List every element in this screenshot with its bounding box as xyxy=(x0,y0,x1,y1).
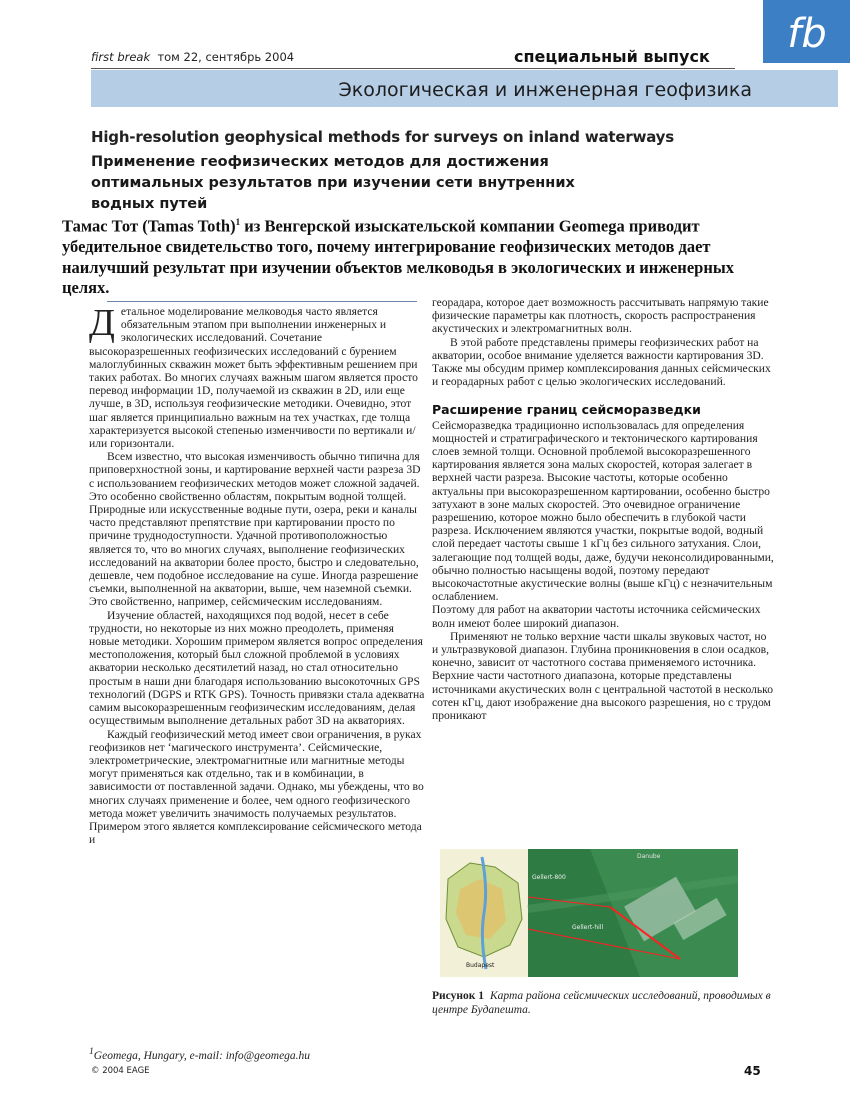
caption-text: Карта района сейсмических исследований, проводимых в центре Будапешта. xyxy=(432,990,771,1016)
body-right-column xyxy=(432,296,775,722)
paragraph-6: В этой работе представлены примеры геофизических работ на акватории, особое внимание уделяется важности картирования 3D. Также мы обсудим пример комплексирования данных сейсмических и георадарных работ с целью экологических исследований. xyxy=(432,335,771,389)
paragraph-9: Применяют не только верхние части шкалы звуковых частот, но и ультразвуковой диапазон. Глубина проникновения в слои осадков, конечно, зависит от частотного состава применяемого источника. Верхние части частотного диапазона, которые представлены источниками акустических волн с центральной частотой в несколько сотен кГц, дают изображение дна высокого разрешения, но с трудом проникают xyxy=(432,629,774,723)
author-footnote-marker: 1 xyxy=(235,217,241,227)
article-title-english: High-resolution geophysical methods for surveys on inland waterways xyxy=(91,128,674,146)
footnote-text: Geomega, Hungary, e-mail: info@geomega.hu xyxy=(93,1049,311,1062)
fb-logo xyxy=(763,0,850,63)
figure-1 xyxy=(440,849,738,977)
copyright: © 2004 EAGE xyxy=(91,1066,150,1076)
paragraph-7: Сейсморазведка традиционно использовалась для определения мощностей и стратиграфического и тектонического картирования слоев земной толщи. Основной проблемой высокоразрешенного картирования является зона малых скоростей, которая залегает в верхней части разреза. Высокие частоты, которые особенно актуальны при высокоразрешенном картировании, особенно быстро затухают в зоне малых скоростей. Это очевидное ограничение разрешению, которое можно было обеспечить в глубокой части разреза. Исключением являются участки, покрытые водой, водный слой передает частоты свыше 1 кГц без сильного затухания. Слои, залегающие под толщей воды, даже, будучи неконсолидированными, обычно полностью насыщены водой, поэтому передают высокочастотные акустические волны (выше кГц) с незначительным ослаблением. xyxy=(432,418,774,604)
figure-caption xyxy=(432,990,777,1017)
volume-info: том 22, сентябрь 2004 xyxy=(157,50,295,64)
label-budapest: Budapest xyxy=(466,962,495,969)
figure-map xyxy=(440,849,738,977)
article-title-russian: Применение геофизических методов для достижения оптимальных результатов при изучении сети внутренних водных путей xyxy=(91,154,575,212)
paragraph-1 xyxy=(89,302,426,451)
paragraph-8: Поэтому для работ на акватории частоты источника сейсмических волн имеют более широкий диапазон. xyxy=(432,603,761,630)
footnote xyxy=(89,1046,310,1062)
lead-text: из Венгерской изыскательской компании Geomega приводит убедительное свидетельство того, почему интегрирование геофизических методов дает наилучший результат при изучении объектов мелководья в экологических и инженерных целях. xyxy=(62,216,734,297)
page-number: 45 xyxy=(744,1064,761,1078)
drop-cap: Д xyxy=(89,302,115,344)
body-left-column xyxy=(89,302,426,847)
section-band xyxy=(91,70,838,107)
paragraph-3: Изучение областей, находящихся под водой, несет в себе трудности, но некоторые из них можно преодолеть, применяя новые методики. Хорошим примером является вопрос определения местоположения, который был сложной проблемой в условиях акватории несколько десятилетий назад, но стал относительно простым в наши дни благодаря использованию высокоточных GPS технологий (DGPS и RTK GPS). Точность привязки стала адекватна самим высокоразрешенным геофизическим исследованиям, делая осуществимым выполнение детальных работ 3D на акваториях. xyxy=(89,608,425,728)
section-heading: Расширение границ сейсморазведки xyxy=(432,402,701,418)
label-gellert-800: Gellert-800 xyxy=(532,874,566,881)
paragraph-2: Всем известно, что высокая изменчивость обычно типична для приповерхностной зоны, и картирование верхней части разреза 3D с использованием геофизических методов может сложной задачей. Это особенно свойственно областям, покрытым водной толщей. Природные или искусственные водные пути, озера, реки и каналы часто представляют препятствие при картировании просто по причине труднодоступности. Удачной противоположностью является то, что во многих случаях, выполнение геофизических исследований на акватории более просто, быстро и следовательно, дешевле, чем подобное исследование на суше. Иногда разрешение съемки, выполненной на акватории, выше, чем наземной съемки. Это свойственно, например, сейсмическим исследованиям. xyxy=(89,450,421,609)
header-divider xyxy=(91,68,735,69)
label-danube: Danube xyxy=(637,853,661,860)
special-issue-label: специальный выпуск xyxy=(514,47,710,66)
paragraph-1-rest: при таких работах. Во многих случаях важным шагом является просто перевод информации 1D, получаемой из скважин в 2D, или еще лучше, в 3D, используя геофизические методики. Очевидно, этот шаг является принципиально важным на тех участках, где толща характеризуется высокой степенью изменчивости по вертикали и/или горизонтали. xyxy=(89,357,418,451)
label-gellert-hill: Gellert-hill xyxy=(572,924,604,931)
logo-text: fb xyxy=(786,10,827,57)
footnote-marker: 1 xyxy=(89,1046,94,1057)
caption-label: Рисунок 1 xyxy=(432,990,484,1002)
journal-meta xyxy=(91,50,294,64)
author-name: Тамас Тот (Tamas Toth) xyxy=(62,216,236,236)
journal-name: first break xyxy=(91,50,151,64)
paragraph-1-text: етальное моделирование мелководья часто является обязательным этапом при выполнении инженерных и экологических исследований. Сочетание высокоразрешенных геофизических исследований с бурением малоглубинных скважин может быть эффективным решением xyxy=(89,305,397,371)
fb-logo-icon xyxy=(772,7,842,57)
paragraph-4: Каждый геофизический метод имеет свои ограничения, в руках геофизиков нет ‘магического инструмента’. Сейсмические, электрометрические, электромагнитные или магнитные методы могут применяться как отдельно, так и в комбинации, в зависимости от поставленной задачи. Однако, мы убеждены, что во многих случаях применение и более, чем одного геофизического метода может увеличить значимость получаемых результатов. Примером этого является комплексирование сейсмического метода и xyxy=(89,727,424,847)
column-divider xyxy=(107,301,417,302)
paragraph-5: георадара, которое дает возможность рассчитывать напрямую такие физические параметры как плотность, скорость распространения акустических и электромагнитных волн. xyxy=(432,296,769,336)
article-lead xyxy=(62,212,762,299)
section-title: Экологическая и инженерная геофизика xyxy=(338,79,752,101)
